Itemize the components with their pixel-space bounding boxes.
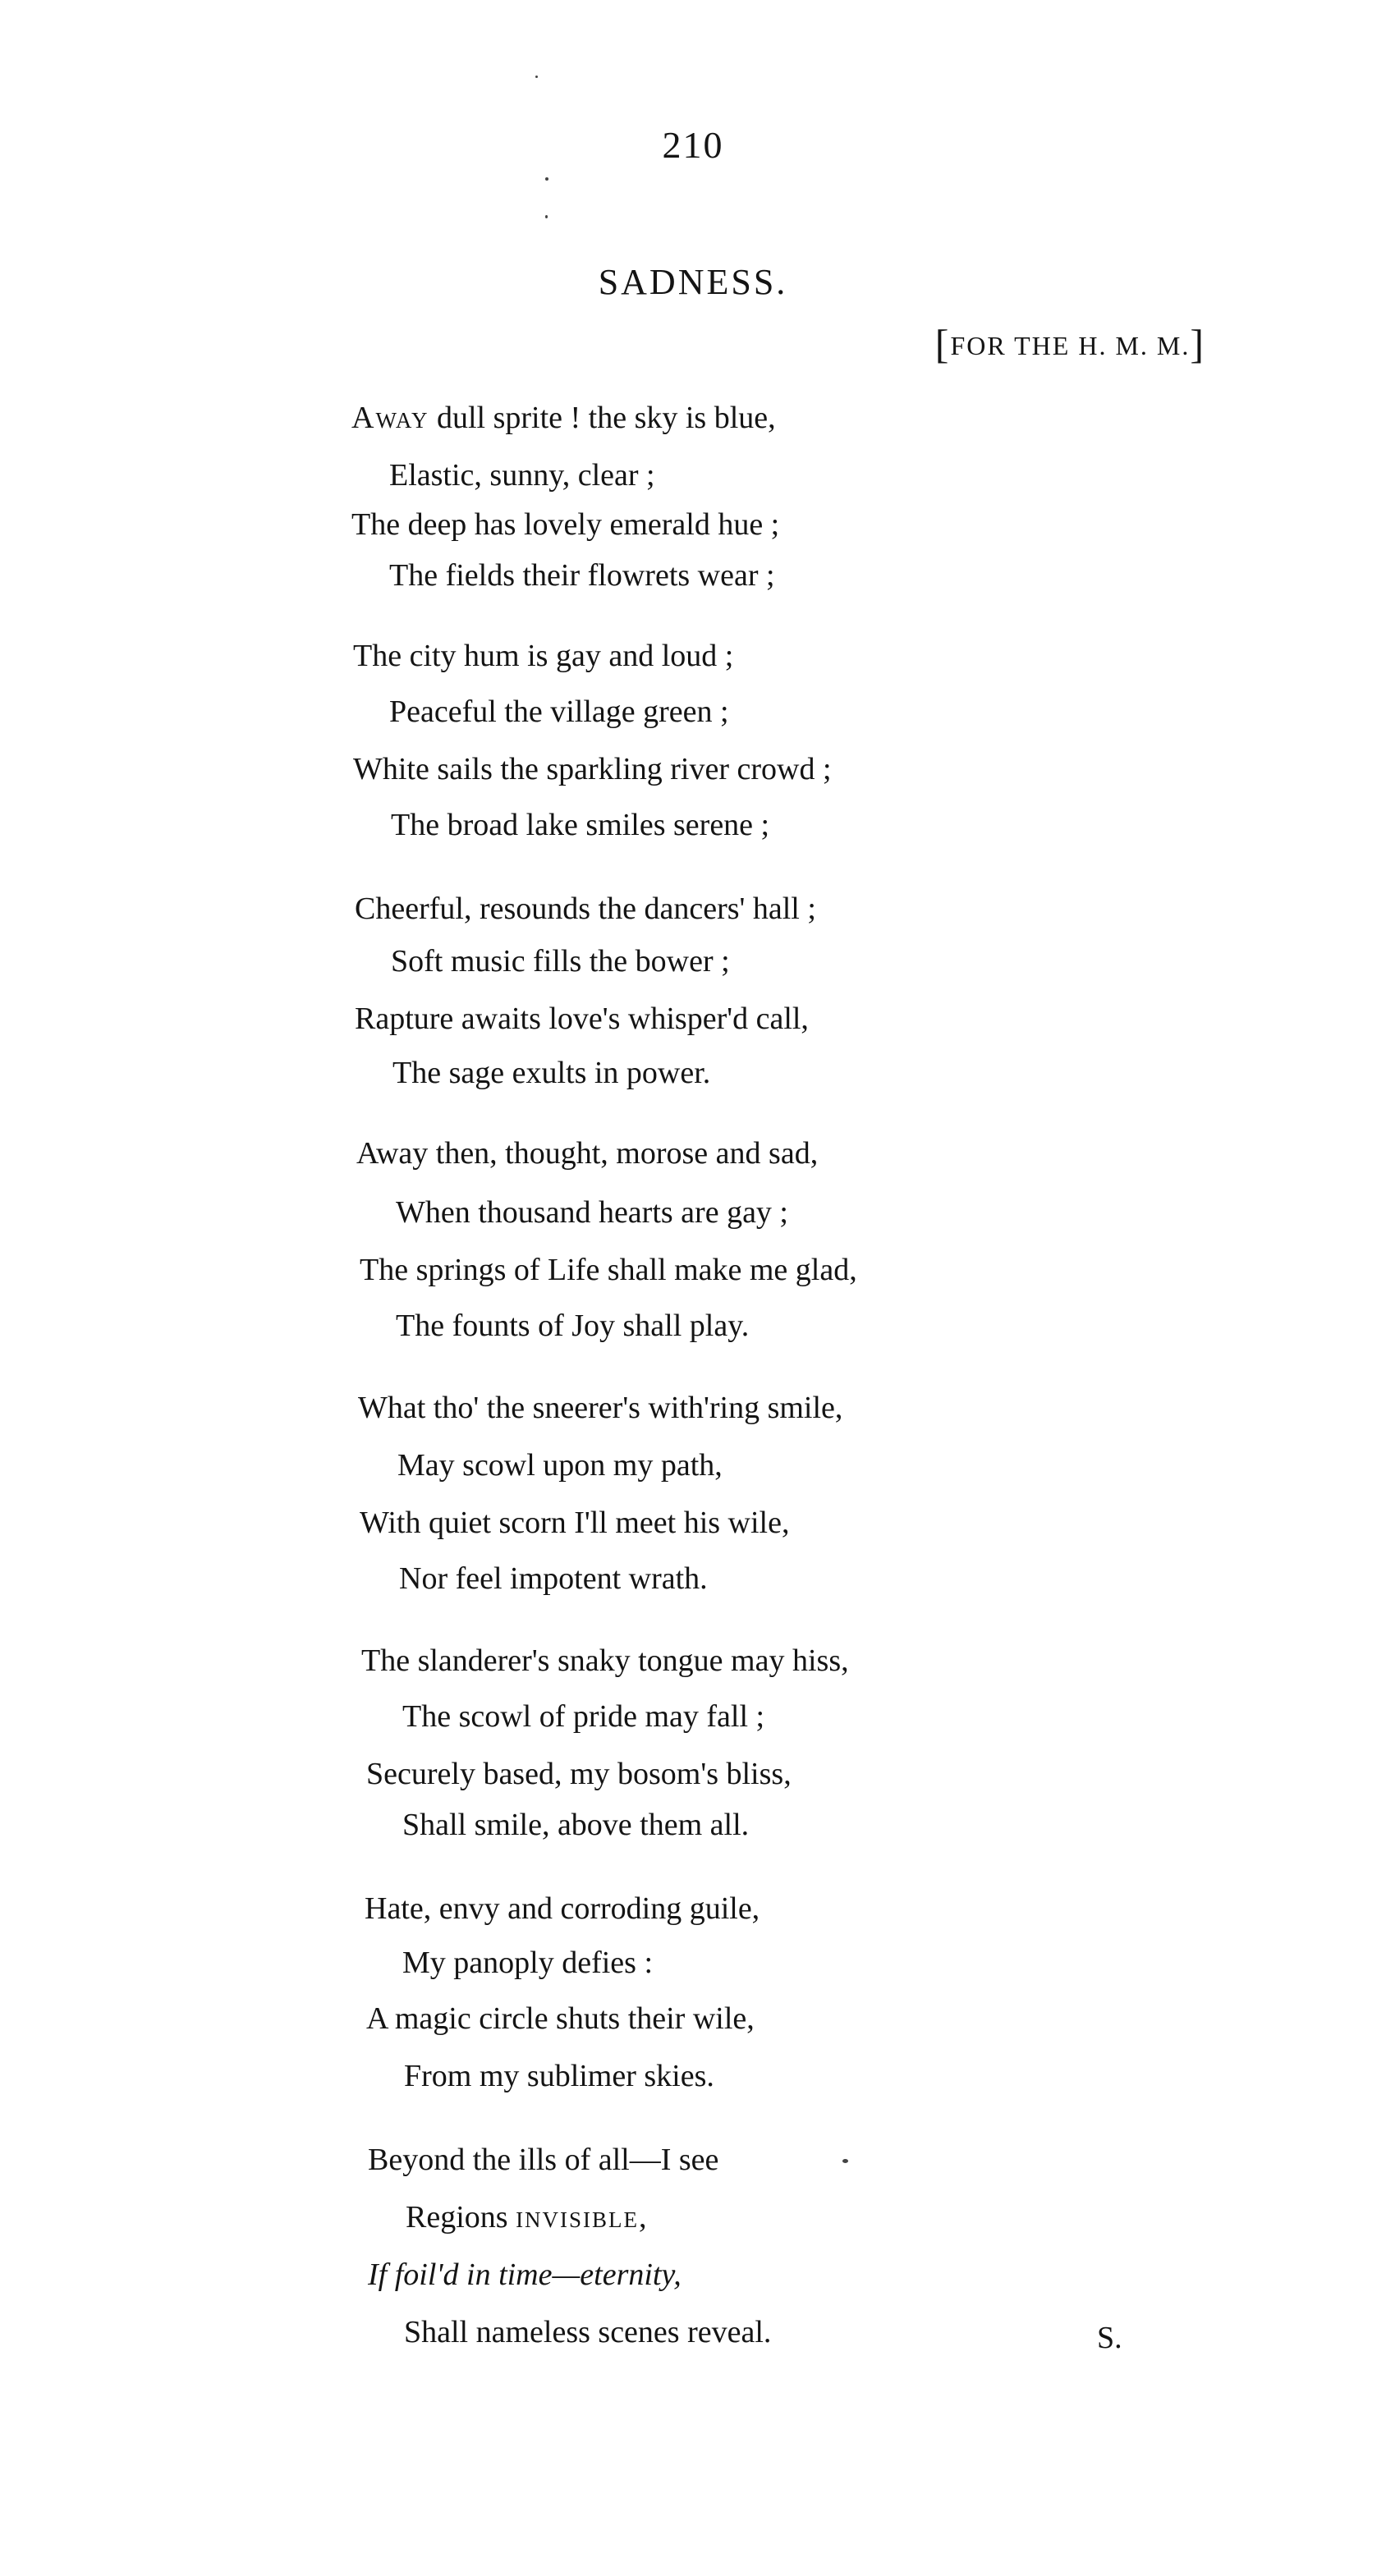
poem-line-text: Regions (406, 2200, 516, 2235)
poem-line: White sails the sparkling river crowd ; (353, 752, 832, 786)
poem-line: Away then, thought, morose and sad, (356, 1136, 819, 1171)
poem-line-lead-caps: Away (351, 401, 429, 435)
poem-line: The deep has lovely emerald hue ; (351, 507, 780, 542)
page-number: 210 (662, 124, 724, 166)
poem-line: My panoply defies : (402, 1946, 654, 1980)
poem-line: May scowl upon my path, (397, 1448, 723, 1483)
poem-line: Rapture awaits love's whisper'd call, (355, 1002, 809, 1036)
scan-speck (535, 76, 538, 78)
poem-line: Peaceful the village green ; (389, 694, 729, 729)
poem-line: What tho' the sneerer's with'ring smile, (358, 1391, 843, 1425)
poem-line: The city hum is gay and loud ; (353, 639, 734, 673)
attribution-close-bracket: ] (1190, 321, 1205, 367)
scan-speck (842, 2159, 848, 2163)
poem-line: The scowl of pride may fall ; (402, 1699, 765, 1734)
poem-line: Shall nameless scenes reveal. (404, 2315, 772, 2349)
poem-line: From my sublimer skies. (404, 2059, 714, 2093)
poem-line (351, 402, 776, 433)
scan-speck (545, 177, 548, 181)
poem-line: Shall smile, above them all. (402, 1808, 750, 1842)
poem-line: With quiet scorn I'll meet his wile, (360, 1506, 790, 1540)
poem-line: The sage exults in power. (392, 1056, 711, 1090)
poem-line (406, 2202, 647, 2233)
poem-line: Beyond the ills of all—I see (368, 2143, 719, 2177)
poem-line: Nor feel impotent wrath. (399, 1561, 708, 1596)
poem-line: Hate, envy and corroding guile, (365, 1891, 760, 1926)
poem-line: The broad lake smiles serene ; (391, 808, 770, 842)
poem-line: Securely based, my bosom's bliss, (366, 1757, 792, 1791)
poem-line: Soft music fills the bower ; (391, 944, 730, 979)
poem-line: When thousand hearts are gay ; (396, 1195, 788, 1230)
poem-line-punctuation: , (639, 2200, 647, 2235)
poem-line: The springs of Life shall make me glad, (360, 1253, 857, 1287)
poem-line-text: dull sprite ! the sky is blue, (429, 401, 776, 435)
poem-line: The fields their flowrets wear ; (389, 558, 775, 593)
attribution-text: FOR THE H. M. M. (950, 331, 1191, 360)
poem-title: SADNESS. (598, 262, 788, 302)
author-signature: S. (1097, 2321, 1122, 2355)
attribution-open-bracket: [ (934, 321, 951, 367)
poem-line: Elastic, sunny, clear ; (389, 458, 655, 493)
poem-line: If foil'd in time—eternity, (368, 2257, 682, 2292)
poem-line: The founts of Joy shall play. (396, 1309, 750, 1343)
poem-line: The slanderer's snaky tongue may hiss, (361, 1643, 849, 1678)
poem-line: A magic circle shuts their wile, (366, 2001, 755, 2036)
scan-speck (545, 215, 548, 218)
poem-line: Cheerful, resounds the dancers' hall ; (355, 892, 816, 926)
poem-line-small-caps: invisible (516, 2200, 640, 2235)
